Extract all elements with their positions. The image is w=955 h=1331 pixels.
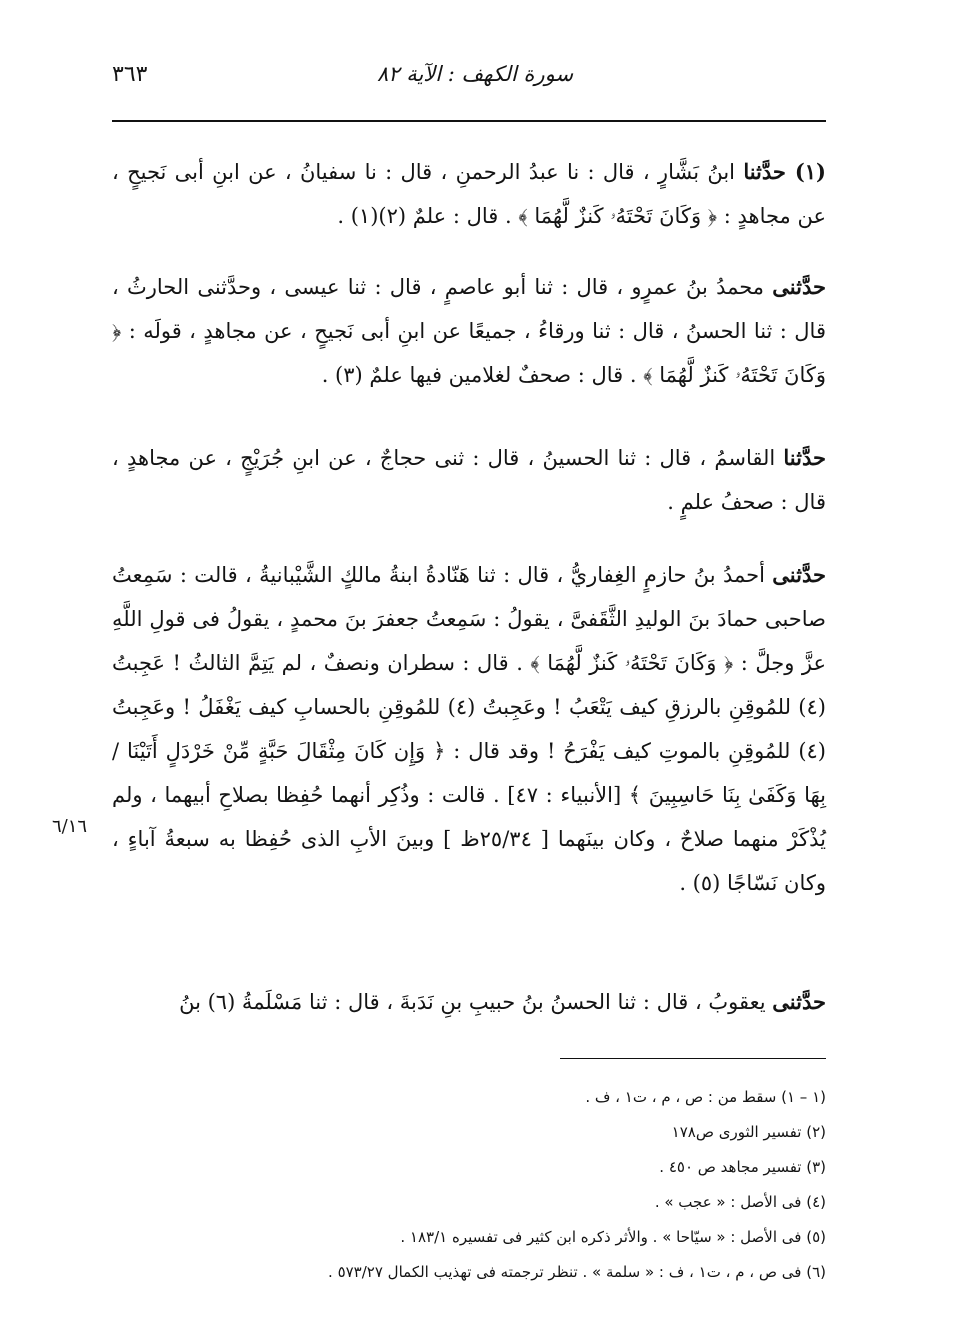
paragraph-1	[112, 150, 826, 238]
paragraph-text: أحمدُ بنُ حازمٍ الغِفاريُّ ، قال : ثنا هَنّادةُ ابنةُ مالكٍ الشَّيْبانيةُ ، قالت : سَمِعتُ صاحبى حمادَ بنَ الوليدِ الثَّقَفىَّ ، يقولُ : سَمِعتُ جعفرَ بنَ محمدٍ ، يقولُ فى قولِ اللَّهِ عزَّ وجلَّ : ﴿ وَكَانَ تَحْتَهُۥ كَنزٌ لَّهُمَا ﴾ . قال : سطران ونصفٌ ، لم يَتِمَّ الثالثُ ! عَجِبتُ (٤) للمُوقِنِ بالرزقِ كيف يَتْعَبُ ! وعَجِبتُ (٤) للمُوقِنِ بالحسابِ كيف يَغْفَلُ ! وعَجِبتُ (٤) للمُوقِنِ بالموتِ كيف يَفْرَحُ ! وقد قال : ﴿ وَإِن كَانَ مِثْقَالَ حَبَّةٍ مِّنْ خَرْدَلٍ أَتَيْنَا / بِهَا وَكَفَىٰ بِنَا حَاسِبِينَ ﴾ [الأنبياء : ٤٧] . قالت : وذُكِر أنهما حُفِظا بصلاحِ أبيهما ، ولم يُذْكَرْ منهما صلاحٌ ، وكان بينَهما [ ٢٥/٣٤ظ ] وبينَ الأبِ الذى حُفِظا به سبعةُ آباءٍ ، وكان نَسّاجًا (٥) .	[112, 563, 826, 895]
margin-volume-page-note: ٦/١٦	[52, 816, 88, 837]
header-rule	[112, 120, 826, 122]
footnote: (٥) فى الأصل : « سيّاحا » . والأثر ذكره ابن كثير فى تفسيره ١٨٣/١ .	[400, 1228, 826, 1246]
footnotes	[112, 1080, 826, 1290]
page-number: ٣٦٣	[112, 62, 148, 87]
paragraph-lead: (١) حدَّثنا	[743, 159, 826, 184]
paragraph-text: يعقوبُ ، قال : ثنا الحسنُ بنُ حبيبِ بنِ نَدَبةَ ، قال : ثنا مَسْلَمةُ (٦) بنُ	[179, 990, 766, 1014]
paragraph-lead: حدَّثنى	[772, 274, 826, 299]
paragraph-lead: حدَّثنى	[772, 562, 826, 587]
footnote: (٣) تفسير مجاهد ص ٤٥٠ .	[659, 1158, 826, 1176]
footnote: (٤) فى الأصل : « عجب » .	[654, 1193, 826, 1211]
paragraph-lead: حدَّثنا	[783, 445, 826, 470]
paragraph-text: محمدُ بنُ عمرٍو ، قال : ثنا أبو عاصمٍ ، قال : ثنا عيسى ، وحدَّثنى الحارثُ ، قال : ثنا الحسنُ ، قال : ثنا ورقاءُ ، جميعًا عن ابنِ أبى نَجيحٍ ، عن مجاهدٍ ، قولَه : ﴿ وَكَانَ تَحْتَهُۥ كَنزٌ لَّهُمَا ﴾ . قال : صحفٌ لغلامين فيها علمٌ (٣) .	[112, 275, 826, 387]
paragraph-5	[112, 980, 826, 1024]
footnote: (٦) فى ص ، م ، ت١ ، ف : « سلمة » . تنظر ترجمته فى تهذيب الكمال ٥٧٣/٢٧ .	[328, 1263, 826, 1281]
paragraph-4	[112, 553, 826, 905]
paragraph-lead: حدَّثنى	[772, 989, 826, 1014]
paragraph-text: ابنُ بَشَّارٍ ، قال : نا عبدُ الرحمنِ ، قال : نا سفيانُ ، عن ابنِ أبى نَجيحٍ ، عن مجاهدٍ : ﴿ وَكَانَ تَحْتَهُۥ كَنزٌ لَّهُمَا ﴾ . قال : علمٌ (٢)(١) .	[112, 160, 826, 228]
footnote-separator	[560, 1058, 826, 1059]
running-header-title: سورة الكهف : الآية ٨٢	[376, 62, 574, 86]
paragraph-3	[112, 436, 826, 524]
footnote: (١ – ١) سقط من : ص ، م ، ت١ ، ف .	[585, 1088, 826, 1106]
footnote: (٢) تفسير الثورى ص١٧٨	[671, 1123, 826, 1141]
paragraph-text: القاسمُ ، قال : ثنا الحسينُ ، قال : ثنى حجاجٌ ، عن ابنِ جُرَيْجٍ ، عن مجاهدٍ ، قال : صحفُ علمٍ .	[112, 446, 826, 514]
paragraph-2	[112, 265, 826, 397]
